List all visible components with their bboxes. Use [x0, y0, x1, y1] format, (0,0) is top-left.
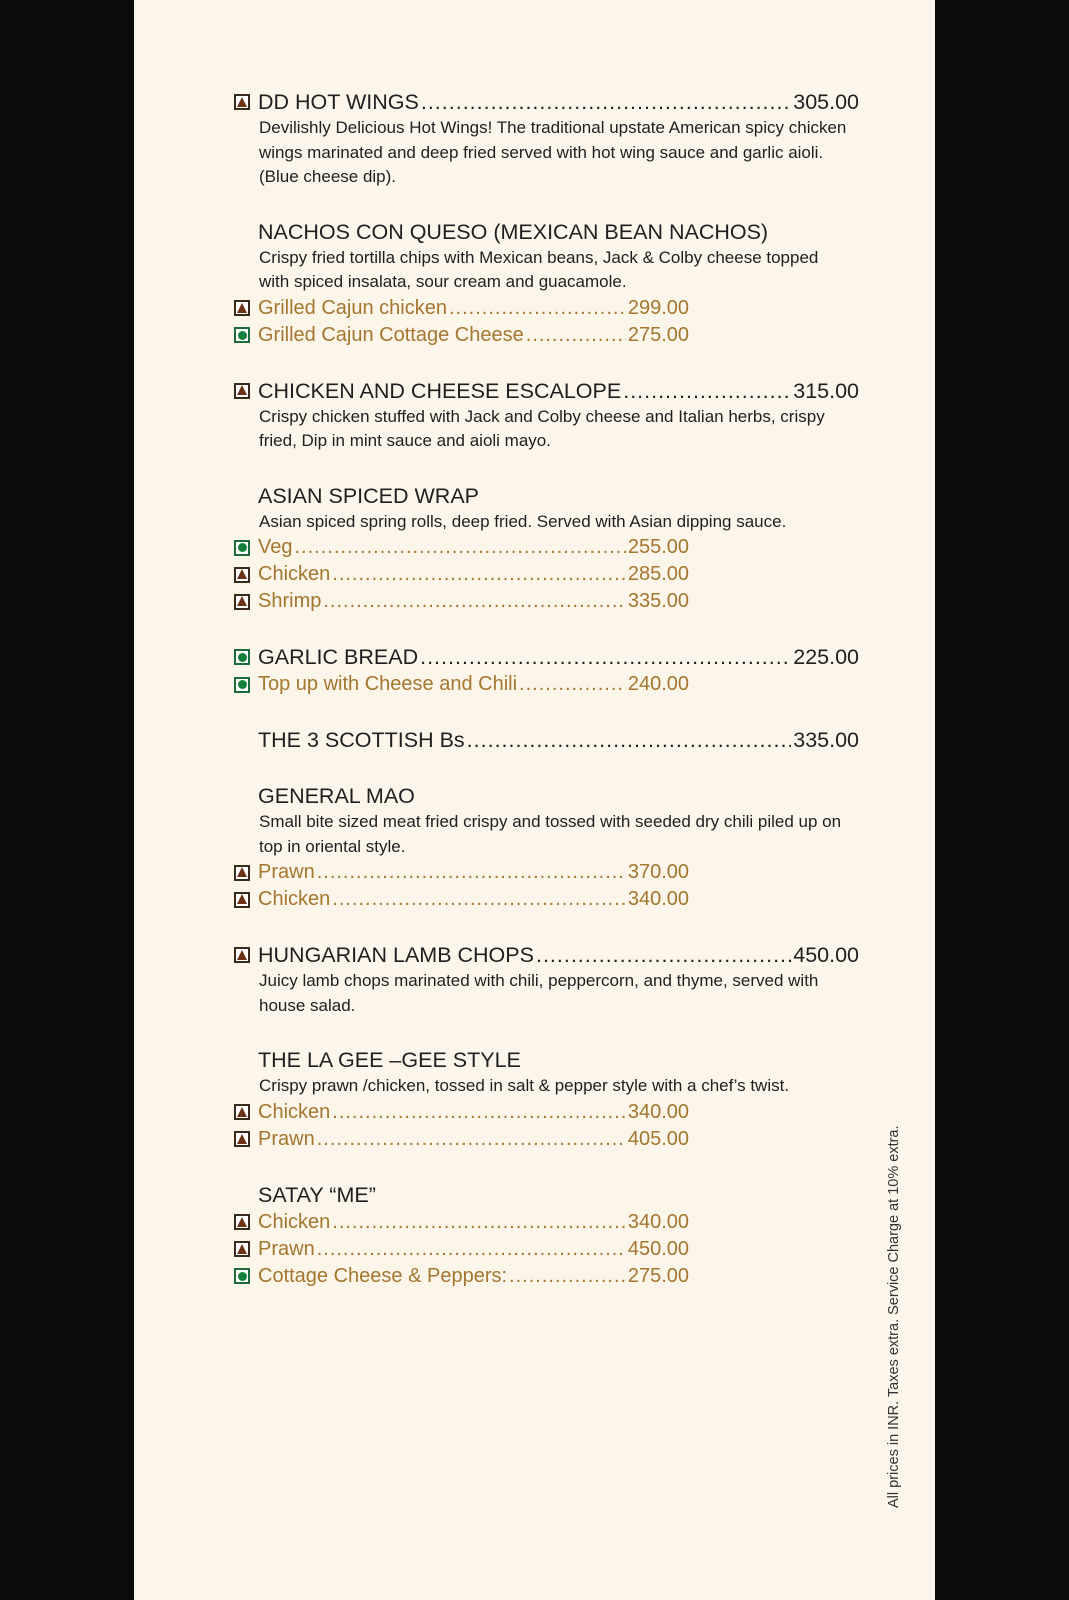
non-veg-icon — [234, 865, 250, 881]
variant-name: Grilled Cajun chicken — [258, 296, 447, 319]
veg-icon — [234, 677, 250, 693]
brown-triangle-icon — [237, 1244, 247, 1254]
variant-price: 299.00 — [627, 296, 689, 319]
item-name: THE 3 SCOTTISH Bs — [258, 728, 465, 752]
brown-triangle-icon — [237, 385, 247, 395]
green-dot-icon — [238, 331, 247, 340]
dot-leader — [317, 1126, 626, 1153]
non-veg-icon — [234, 1241, 250, 1257]
brown-triangle-icon — [237, 894, 247, 904]
dot-leader — [519, 671, 626, 698]
variant-name: Veg — [258, 536, 293, 558]
non-veg-icon — [234, 94, 250, 110]
dot-leader — [332, 561, 626, 588]
item-description: Crispy fried tortilla chips with Mexican beans, Jack & Colby cheese topped with spiced insalata, sour cream and guacamole. — [259, 247, 819, 291]
variant-price: 340.00 — [627, 1100, 689, 1123]
variant-name: Top up with Cheese and Chili — [258, 673, 518, 695]
variant-price: 275.00 — [627, 1264, 689, 1287]
variant-name: Chicken — [258, 1100, 331, 1123]
menu-item-garlic-bread — [234, 643, 859, 698]
veg-icon — [234, 540, 250, 556]
item-description: Small bite sized meat fried crispy and tossed with seeded dry chili piled up on top in oriental style. — [259, 812, 842, 856]
variant-price: 340.00 — [627, 888, 689, 910]
variant-price: 405.00 — [627, 1127, 689, 1150]
item-name: THE LA GEE –GEE STYLE — [258, 1048, 521, 1072]
variant-row — [234, 671, 689, 698]
non-veg-icon — [234, 892, 250, 908]
item-title-row — [234, 218, 859, 246]
dot-leader — [526, 322, 626, 349]
variant-row — [234, 1236, 689, 1263]
non-veg-icon — [234, 1214, 250, 1230]
variant-price: 285.00 — [627, 563, 689, 585]
variant-name: Prawn — [258, 1127, 315, 1150]
variant-row — [234, 295, 689, 322]
item-title-row — [234, 726, 859, 754]
variant-row — [234, 886, 689, 913]
variant-price: 240.00 — [627, 673, 689, 695]
item-name: GENERAL MAO — [258, 784, 415, 808]
variant-name: Chicken — [258, 563, 331, 585]
item-price: 335.00 — [793, 728, 859, 752]
variant-name: Chicken — [258, 1210, 331, 1233]
item-name: CHICKEN AND CHEESE ESCALOPE — [258, 378, 622, 403]
menu-item-asian-spiced-wrap — [234, 482, 859, 616]
menu-item-the-la-gee-gee-style — [234, 1046, 859, 1153]
item-price: 305.00 — [793, 90, 859, 114]
item-price: 315.00 — [793, 378, 859, 403]
menu-item-the-3-scottish-bs — [234, 726, 859, 754]
non-veg-icon — [234, 567, 250, 583]
footer-note: All prices in INR. Taxes extra. Service Charge at 10% extra. — [886, 1125, 902, 1508]
brown-triangle-icon — [237, 950, 247, 960]
dot-leader — [317, 1236, 626, 1263]
variant-name: Shrimp — [258, 590, 322, 612]
item-name: HUNGARIAN LAMB CHOPS — [258, 943, 534, 967]
variant-row — [234, 561, 689, 588]
dot-leader — [317, 859, 626, 886]
variant-name: Grilled Cajun Cottage Cheese — [258, 323, 524, 346]
non-veg-icon — [234, 383, 250, 399]
brown-triangle-icon — [237, 97, 247, 107]
variant-row — [234, 1263, 689, 1290]
item-title-row — [234, 482, 859, 510]
menu-list — [234, 88, 859, 1318]
item-title-row — [234, 377, 859, 405]
variant-price: 335.00 — [627, 590, 689, 612]
green-dot-icon — [238, 680, 247, 689]
brown-triangle-icon — [237, 867, 247, 877]
non-veg-icon — [234, 300, 250, 316]
item-title-row — [234, 88, 859, 116]
dot-leader — [467, 726, 792, 754]
item-name: NACHOS CON QUESO (MEXICAN BEAN NACHOS) — [258, 219, 769, 244]
brown-triangle-icon — [237, 1217, 247, 1227]
non-veg-icon — [234, 1104, 250, 1120]
dot-leader — [323, 588, 625, 615]
item-name: GARLIC BREAD — [258, 645, 419, 669]
variant-row — [234, 534, 689, 561]
item-name: SATAY “ME” — [258, 1182, 376, 1207]
item-description: Devilishly Delicious Hot Wings! The traditional upstate American spicy chicken wings marinated and deep fried served with hot wing sauce and garlic aioli. (Blue cheese dip). — [259, 118, 847, 186]
variant-name: Prawn — [258, 861, 315, 883]
variant-row — [234, 859, 689, 886]
item-name: DD HOT WINGS — [258, 90, 419, 114]
item-description: Asian spiced spring rolls, deep fried. Served with Asian dipping sauce. — [259, 511, 787, 531]
item-title-row — [234, 1181, 859, 1209]
variant-row — [234, 1126, 689, 1153]
dot-leader — [420, 643, 791, 671]
brown-triangle-icon — [237, 596, 247, 606]
brown-triangle-icon — [237, 1107, 247, 1117]
dot-leader — [332, 1099, 626, 1126]
variant-price: 275.00 — [627, 323, 689, 346]
variant-name: Chicken — [258, 888, 331, 910]
dot-leader — [449, 295, 626, 322]
veg-icon — [234, 649, 250, 665]
item-description: Juicy lamb chops marinated with chili, peppercorn, and thyme, served with house salad. — [259, 971, 819, 1015]
menu-item-hungarian-lamb-chops — [234, 941, 859, 1018]
green-dot-icon — [238, 653, 247, 662]
item-price: 225.00 — [793, 645, 859, 669]
variant-row — [234, 322, 689, 349]
green-dot-icon — [238, 543, 247, 552]
variant-price: 340.00 — [627, 1210, 689, 1233]
brown-triangle-icon — [237, 569, 247, 579]
green-dot-icon — [238, 1272, 247, 1281]
menu-page — [134, 0, 935, 1600]
menu-item-nachos-con-queso-mexican-bean-nachos — [234, 218, 859, 349]
item-description: Crispy prawn /chicken, tossed in salt & pepper style with a chef’s twist. — [259, 1076, 790, 1095]
non-veg-icon — [234, 947, 250, 963]
veg-icon — [234, 327, 250, 343]
variant-row — [234, 1209, 689, 1236]
dot-leader — [332, 1209, 626, 1236]
dot-leader — [294, 534, 625, 561]
variant-name: Cottage Cheese & Peppers: — [258, 1264, 508, 1287]
veg-icon — [234, 1268, 250, 1284]
non-veg-icon — [234, 594, 250, 610]
menu-item-chicken-and-cheese-escalope — [234, 377, 859, 454]
variant-name: Prawn — [258, 1237, 315, 1260]
dot-leader — [623, 377, 791, 405]
dot-leader — [332, 886, 626, 913]
menu-item-satay-me — [234, 1181, 859, 1290]
variant-price: 450.00 — [627, 1237, 689, 1260]
variant-row — [234, 588, 689, 615]
item-title-row — [234, 941, 859, 969]
menu-item-dd-hot-wings — [234, 88, 859, 190]
menu-item-general-mao — [234, 782, 859, 913]
variant-row — [234, 1099, 689, 1126]
item-price: 450.00 — [793, 943, 859, 967]
item-name: ASIAN SPICED WRAP — [258, 483, 480, 508]
dot-leader — [509, 1263, 626, 1290]
variant-price: 255.00 — [627, 536, 689, 558]
item-title-row — [234, 1046, 859, 1074]
item-title-row — [234, 643, 859, 671]
item-title-row — [234, 782, 859, 810]
dot-leader — [421, 88, 791, 116]
variant-price: 370.00 — [627, 861, 689, 883]
brown-triangle-icon — [237, 1134, 247, 1144]
non-veg-icon — [234, 1131, 250, 1147]
item-description: Crispy chicken stuffed with Jack and Colby cheese and Italian herbs, crispy fried, Dip in mint sauce and aioli mayo. — [259, 406, 825, 450]
brown-triangle-icon — [237, 303, 247, 313]
dot-leader — [536, 941, 791, 969]
